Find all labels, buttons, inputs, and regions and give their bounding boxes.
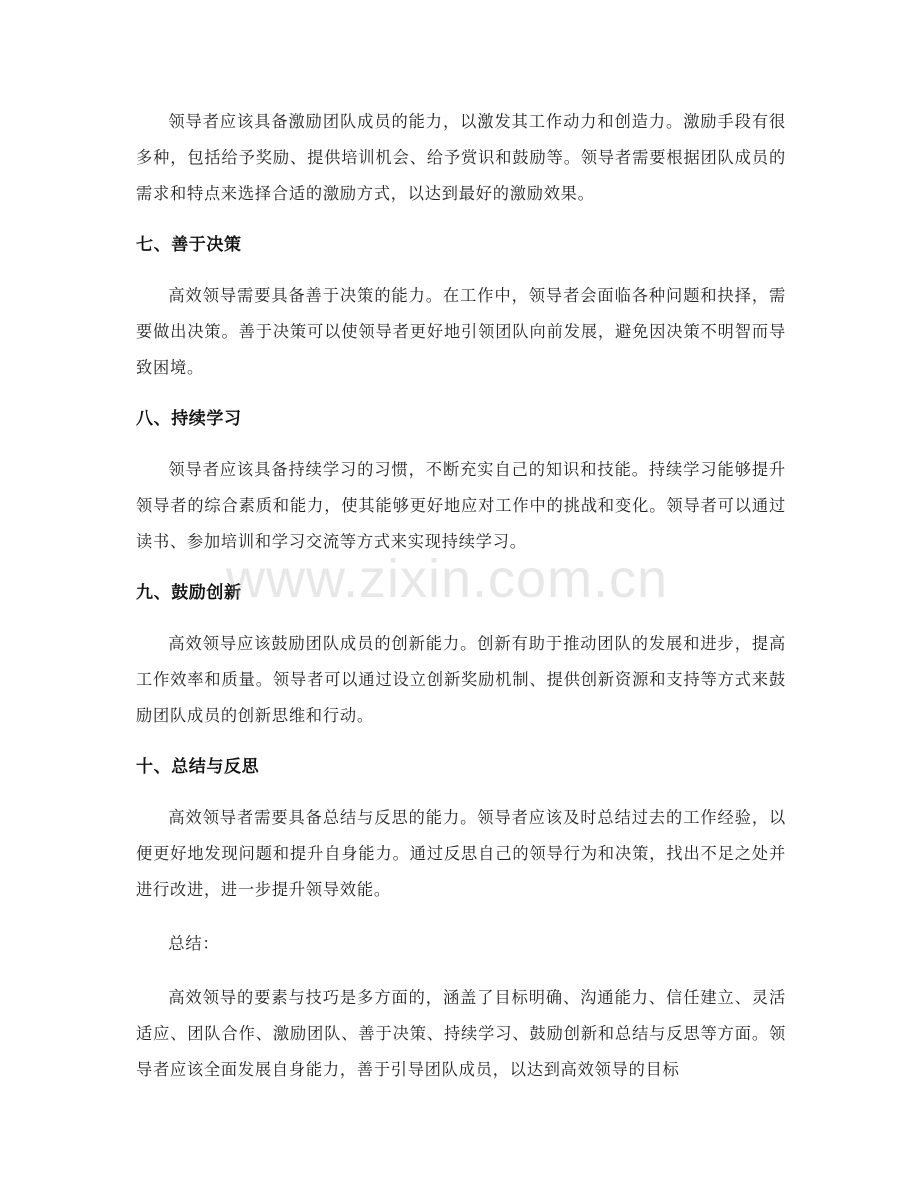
paragraph-encourage-innovation: 高效领导应该鼓励团队成员的创新能力。创新有助于推动团队的发展和进步，提高工作效率和质量。领导者可以通过设立创新奖励机制、提供创新资源和支持等方式来鼓励团队成员的创新思维和行动。 bbox=[136, 634, 786, 725]
heading-summary-reflection: 十、总结与反思 bbox=[136, 757, 260, 777]
watermark: www.zixin.com.cn bbox=[226, 549, 669, 609]
paragraph-continuous-learning: 领导者应该具备持续学习的习惯，不断充实自己的知识和技能。持续学习能够提升领导者的综合素质和能力，使其能够更好地应对工作中的挑战和变化。领导者可以通过读书、参加培训和学习交流等方式来实现持续学习。 bbox=[136, 460, 786, 551]
paragraph-motivation: 领导者应该具备激励团队成员的能力，以激发其工作动力和创造力。激励手段有很多种，包括给予奖励、提供培训机会、给予赏识和鼓励等。领导者需要根据团队成员的需求和特点来选择合适的激励方式，以达到最好的激励效果。 bbox=[136, 112, 786, 203]
heading-continuous-learning: 八、持续学习 bbox=[136, 409, 242, 429]
document-body bbox=[136, 104, 786, 1088]
paragraph-conclusion: 高效领导的要素与技巧是多方面的，涵盖了目标明确、沟通能力、信任建立、灵活适应、团队合作、激励团队、善于决策、持续学习、鼓励创新和总结与反思等方面。领导者应该全面发展自身能力，善于引导团队成员，以达到高效领导的目标 bbox=[136, 988, 786, 1079]
heading-decision-making: 七、善于决策 bbox=[136, 235, 242, 255]
summary-label: 总结： bbox=[168, 934, 220, 953]
heading-encourage-innovation: 九、鼓励创新 bbox=[136, 583, 242, 603]
paragraph-decision-making: 高效领导需要具备善于决策的能力。在工作中，领导者会面临各种问题和抉择，需要做出决策。善于决策可以使领导者更好地引领团队向前发展，避免因决策不明智而导致困境。 bbox=[136, 286, 786, 377]
paragraph-summary-reflection: 高效领导者需要具备总结与反思的能力。领导者应该及时总结过去的工作经验，以便更好地发现问题和提升自身能力。通过反思自己的领导行为和决策，找出不足之处并进行改进，进一步提升领导效能。 bbox=[136, 808, 786, 899]
